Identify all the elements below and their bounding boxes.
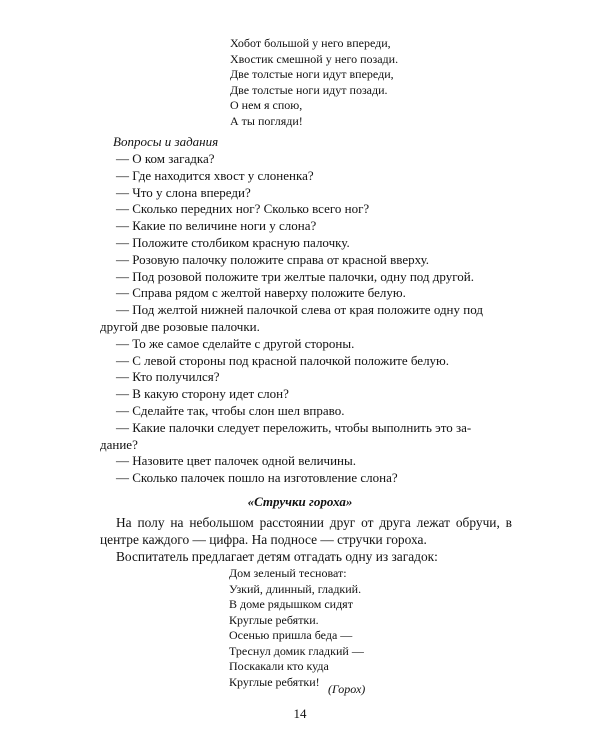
question-item: — Какие по величине ноги у слона? (116, 218, 317, 234)
questions-list (100, 151, 512, 487)
question-item: — Что у слона впереди? (116, 184, 251, 200)
question-item-continuation: другой две розовые палочки. (100, 318, 260, 334)
question-item: — То же самое сделайте с другой стороны. (116, 335, 355, 351)
paragraph-text: Воспитатель предлагает детям отгадать одну из загадок: (116, 549, 438, 564)
question-item: — Сколько палочек пошло на изготовление слона? (116, 470, 398, 486)
question-item: — Справа рядом с желтой наверху положите белую. (116, 285, 406, 301)
question-item: — С левой стороны под красной палочкой положите белую. (116, 352, 450, 368)
poem-line: Две толстые ноги идут позади. (230, 82, 388, 97)
question-item: — Розовую палочку положите справа от красной вверху. (116, 251, 430, 267)
paragraph (100, 548, 512, 565)
poem-line: Поскакали кто куда (229, 659, 329, 673)
question-item: — Сколько передних ног? Сколько всего ног? (116, 201, 370, 217)
poem-line: А ты погляди! (230, 113, 303, 128)
poem-line: Узкий, длинный, гладкий. (229, 581, 362, 596)
poem-riddle (229, 566, 364, 690)
poem-line: Дом зеленый тесноват: (229, 566, 347, 580)
question-item: — В какую сторону идет слон? (116, 386, 289, 402)
question-item: — Под розовой положите три желтые палочки, одну под другой. (116, 268, 474, 284)
poem-line: Осенью пришла беда — (229, 628, 353, 642)
question-item: — Назовите цвет палочек одной величины. (116, 453, 356, 469)
question-item-continuation: дание? (100, 436, 138, 452)
poem-line: Круглые ребятки. (229, 612, 319, 627)
questions-header: Вопросы и задания (113, 134, 219, 149)
question-item: — Какие палочки следует переложить, чтобы выполнить это за- (116, 419, 472, 435)
poem-line: Треснул домик гладкий — (229, 643, 364, 658)
paragraph (100, 514, 512, 549)
paragraph-text: На полу на небольшом расстоянии друг от друга лежат обручи, в центре каждого — цифра. На подносе — стручки гороха. (100, 515, 512, 548)
poem-line: Хвостик смешной у него позади. (230, 51, 399, 66)
poem-line: Две толстые ноги идут впереди, (230, 67, 394, 82)
poem-line: В доме рядышком сидят (229, 597, 353, 611)
poem-line: Хобот большой у него впереди, (230, 36, 391, 50)
question-item: — Под желтой нижней палочкой слева от края положите одну под (116, 302, 483, 318)
poem-line: Круглые ребятки! (229, 674, 320, 689)
page-number: 14 (293, 706, 307, 721)
question-item: — Положите столбиком красную палочку. (116, 234, 350, 250)
question-item: — Сделайте так, чтобы слон шел вправо. (116, 402, 345, 418)
question-item: — Где находится хвост у слоненка? (116, 167, 314, 183)
section-title: «Стручки гороха» (247, 494, 353, 509)
poem-elephant (230, 36, 398, 130)
poem-line: О нем я спою, (230, 98, 303, 113)
question-item: — Кто получился? (116, 369, 220, 385)
riddle-answer: (Горох) (328, 682, 366, 696)
question-item: — О ком загадка? (116, 151, 215, 166)
